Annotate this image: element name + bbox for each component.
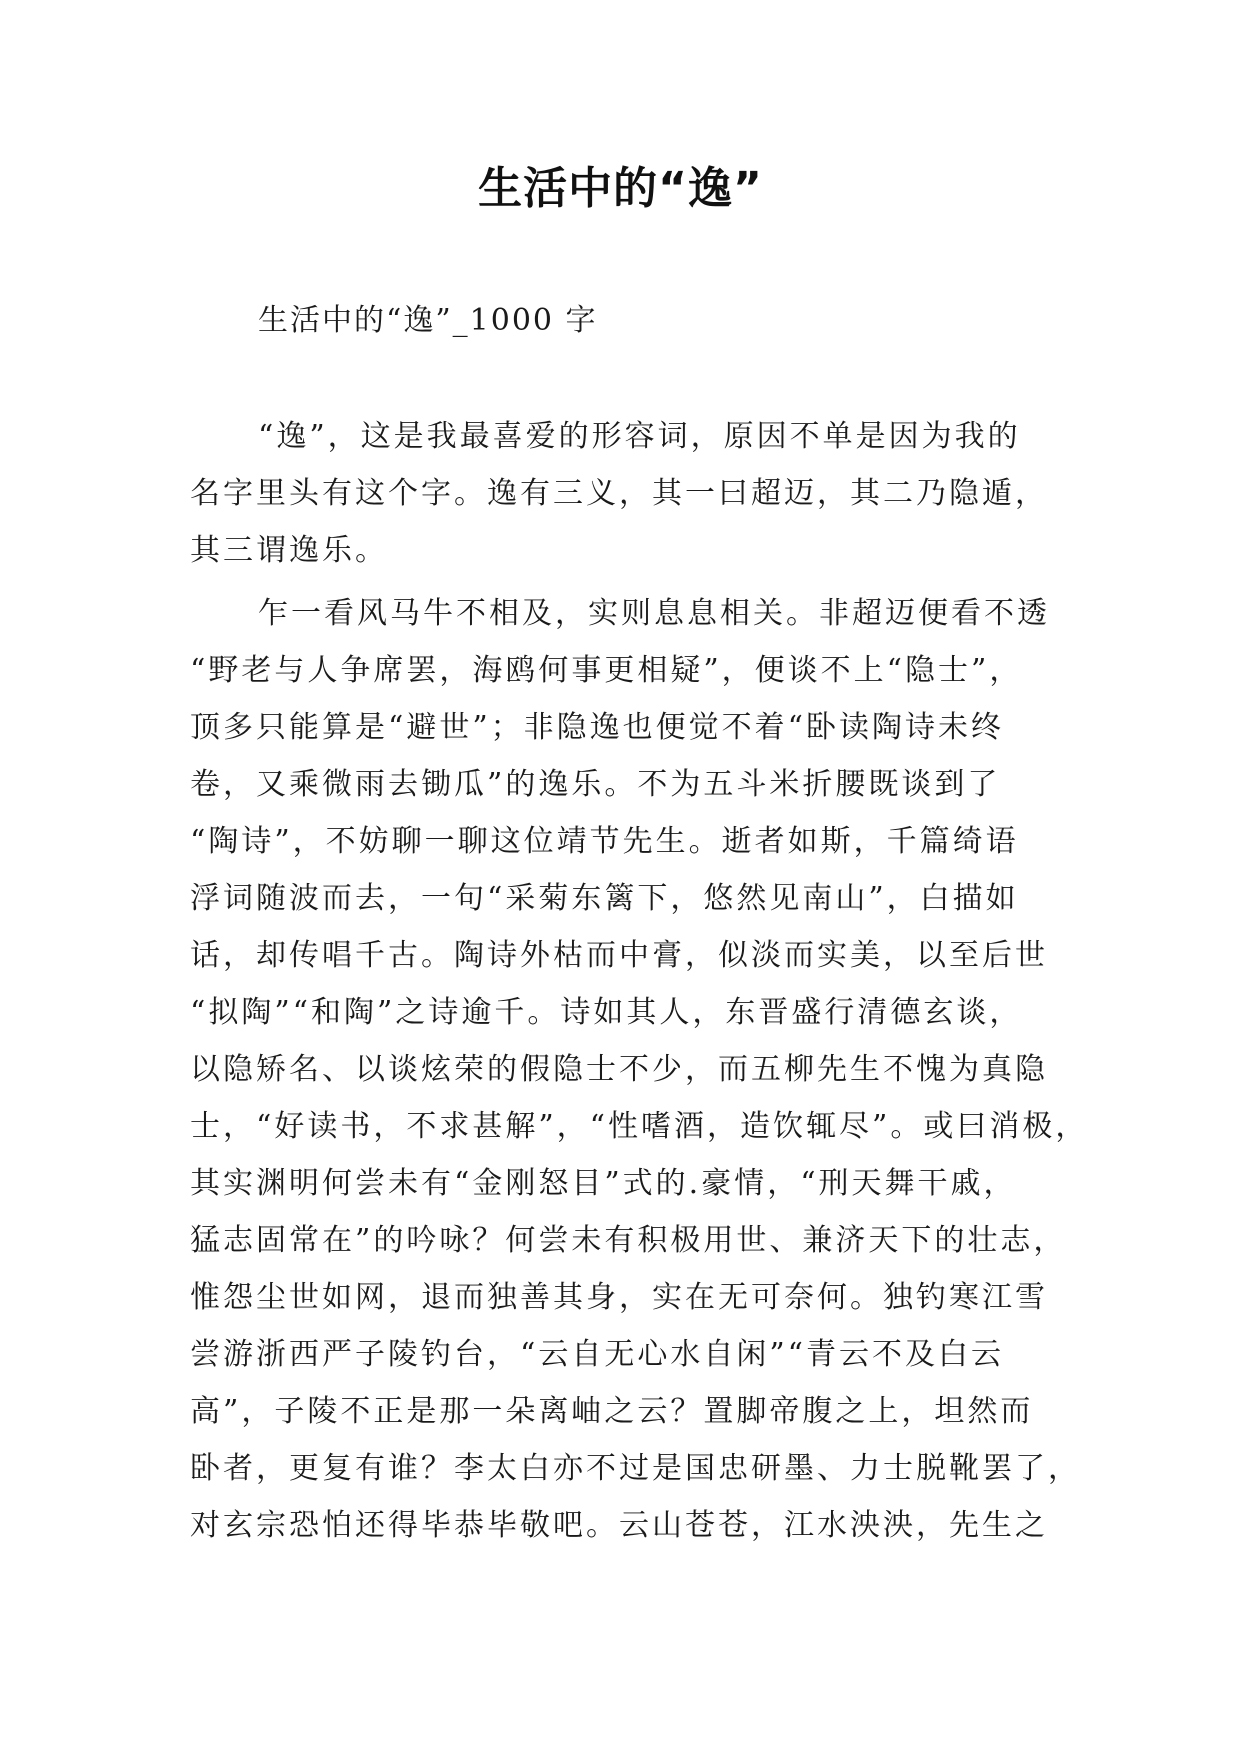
text-line: 其实渊明何尝未有“金刚怒目”式的.豪情，“刑天舞干戚，: [190, 1166, 1017, 1201]
paragraph: [190, 585, 1089, 1554]
paragraph: [190, 408, 1050, 579]
text-line: “陶诗”，不妨聊一聊这位靖节先生。逝者如斯，千篇绮语: [190, 824, 1019, 859]
text-line: 浮词随波而去，一句“采菊东篱下，悠然见南山”，白描如: [190, 881, 1019, 916]
text-line: 对玄宗恐怕还得毕恭毕敬吧。云山苍苍，江水泱泱，先生之: [190, 1508, 1048, 1543]
text-line: 惟怨尘世如网，退而独善其身，实在无可奈何。独钓寒江雪: [190, 1280, 1048, 1315]
text-line: 名字里头有这个字。逸有三义，其一曰超迈，其二乃隐遁，: [190, 476, 1048, 511]
text-line: 话，却传唱千古。陶诗外枯而中膏，似淡而实美，以至后世: [190, 938, 1048, 973]
document-body: [190, 408, 1089, 1554]
text-line: “拟陶”“和陶”之诗逾千。诗如其人，东晋盛行清德玄谈，: [190, 995, 1023, 1030]
text-line: 顶多只能算是“避世”；非隐逸也便觉不着“卧读陶诗未终: [190, 710, 1005, 745]
document-subtitle: 生活中的“逸”_1000 字: [258, 303, 598, 338]
text-line: 卷，又乘微雨去锄瓜”的逸乐。不为五斗米折腰既谈到了: [190, 767, 1001, 802]
text-line: 以隐矫名、以谈炫荣的假隐士不少，而五柳先生不愧为真隐: [190, 1052, 1048, 1087]
text-line: 士，“好读书，不求甚解”，“性嗜酒，造饮辄尽”。或曰消极，: [190, 1109, 1089, 1144]
document-title: 生活中的“逸”: [478, 163, 763, 214]
text-line: “逸”，这是我最喜爱的形容词，原因不单是因为我的: [258, 419, 1021, 454]
text-line: 卧者，更复有谁？李太白亦不过是国忠研墨、力士脱靴罢了，: [190, 1451, 1081, 1486]
text-line: 高”，子陵不正是那一朵离岫之云？置脚帝腹之上，坦然而: [190, 1394, 1034, 1429]
text-line: 猛志固常在”的吟咏？何尝未有积极用世、兼济天下的壮志，: [190, 1223, 1067, 1258]
text-line: “野老与人争席罢，海鸥何事更相疑”，便谈不上“隐士”，: [190, 653, 1023, 688]
text-line: 尝游浙西严子陵钓台，“云自无心水自闲”“青云不及白云: [190, 1337, 1005, 1372]
text-line: 其三谓逸乐。: [190, 533, 388, 568]
text-line: 乍一看风马牛不相及，实则息息相关。非超迈便看不透: [258, 596, 1050, 631]
